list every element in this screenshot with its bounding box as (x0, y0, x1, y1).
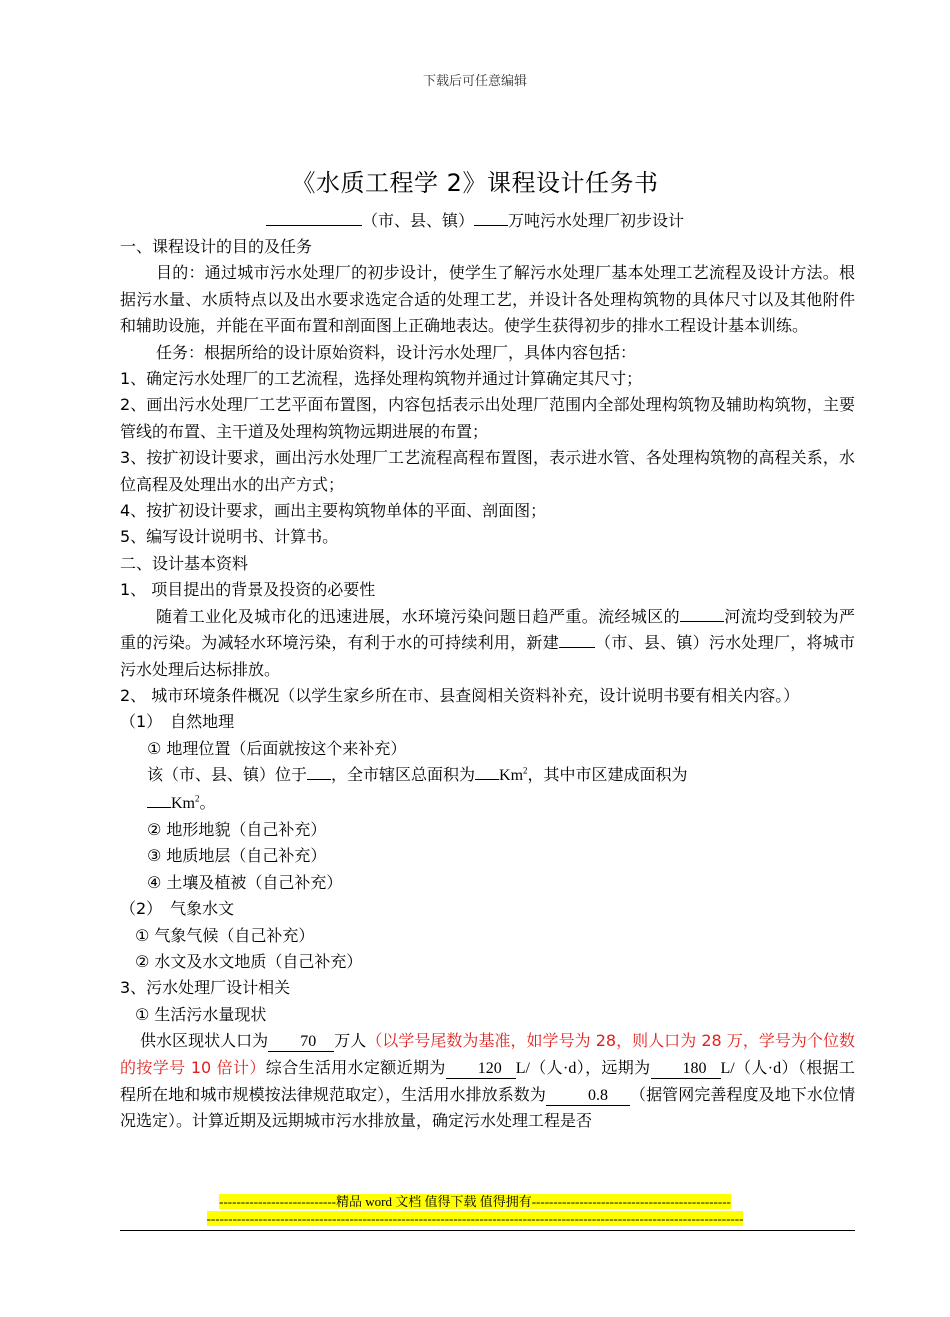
item3-title: 3、污水处理厂设计相关 (120, 978, 291, 998)
area-unit-exponent: 2 (523, 765, 528, 776)
task-item: 5、编写设计说明书、计算书。 (120, 527, 339, 547)
sewage-text-b: 万人 (334, 1031, 367, 1051)
sewage-title: ① 生活污水量现状 (135, 1004, 267, 1024)
background-text-b: 河流均受到较为严重的污染。为减轻水环境污染，有利于水的可持续利用，新建 (120, 606, 855, 653)
task-item: 2、画出污水处理厂工艺平面布置图，内容包括表示出处理厂范围内全部处理构筑物及辅助构筑物，主要管线的布置、主干道及处理构筑物远期进展的布置； (120, 395, 855, 441)
document-subtitle (0, 208, 950, 231)
location-text-c: ，其中市区建成面积为 (527, 765, 688, 785)
geo-subitem: ④ 土壤及植被（自己补充） (147, 872, 343, 892)
meteo-subitem: ② 水文及水文地质（自己补充） (135, 951, 363, 971)
item2-title: 2、 城市环境条件概况（以学生家乡所在市、县查阅相关资料补充，设计说明书要有相关内容。） (120, 685, 800, 705)
river-name-blank (680, 621, 724, 622)
area-unit: Km (171, 794, 195, 812)
location-text-d: 。 (199, 792, 216, 812)
section1-heading: 一、课程设计的目的及任务 (120, 237, 313, 256)
task-intro: 任务：根据所给的设计原始资料，设计污水处理厂，具体内容包括： (156, 342, 637, 362)
footer-rule (120, 1230, 855, 1231)
location-text-a: 该（市、县、镇）位于 (147, 765, 308, 785)
subtitle-part1: （市、县、镇） (361, 211, 474, 230)
near-term-quota: 120 (446, 1060, 516, 1079)
meteorology-label: （2） 气象水文 (120, 899, 235, 919)
section2-heading: 二、设计基本资料 (120, 553, 249, 573)
long-term-quota: 180 (651, 1060, 721, 1079)
location-blank (307, 779, 331, 780)
purpose-paragraph: 目的：通过城市污水处理厂的初步设计，使学生了解污水处理厂基本处理工艺流程及设计方法。根据污水量、水质特点以及出水要求选定合适的处理工艺，并设计各处理构筑物的具体尺寸以及其他附件和辅助设施，并能在平面布置和剖面图上正确地表达。使学生获得初步的排水工程设计基本训练。 (120, 263, 855, 336)
natural-geography-label: （1） 自然地理 (120, 712, 235, 732)
student-number-note: （以学号尾数为基准，如学号为 28，则人口为 28 万，学号为个位数的按学号 10 倍计） (120, 1031, 855, 1077)
population-value: 70 (268, 1033, 334, 1052)
sewage-text-c: 综合生活用水定额近期为 (265, 1057, 446, 1077)
location-text-b: ，全市辖区总面积为 (331, 765, 476, 785)
sewage-text-f: （据管网完善程度及地下水位情况选定）。计算近期及远期城市污水排放量，确定污水处理工程是否 (120, 1085, 855, 1131)
task-item: 3、按扩初设计要求，画出污水处理厂工艺流程高程布置图，表示进水管、各处理构筑物的高程关系，水位高程及处理出水的出产方式； (120, 448, 855, 494)
quota-unit: L/（人·d） (515, 1059, 586, 1077)
document-body (120, 234, 855, 1135)
subtitle-blank-city (266, 225, 362, 226)
background-text-a: 随着工业化及城市化的迅速进展，水环境污染问题日趋严重。流经城区的 (156, 606, 680, 626)
geo-subitem: ③ 地质地层（自己补充） (147, 846, 327, 866)
sewage-text-a: 供水区现状人口为 (140, 1031, 269, 1051)
meteo-subitem: ① 气象气候（自己补充） (135, 925, 315, 945)
item1-title: 1、 项目提出的背景及投资的必要性 (120, 580, 376, 600)
document-title: 《水质工程学 2》课程设计任务书 (291, 169, 659, 197)
footer-watermark (0, 1193, 950, 1227)
area-unit-exponent: 2 (195, 793, 200, 804)
quota-unit: L/（人·d） (720, 1059, 798, 1077)
geo-subitem: ② 地形地貌（自己补充） (147, 819, 327, 839)
location-title: ① 地理位置（后面就按这个来补充） (147, 738, 407, 758)
header-note: 下载后可任意编辑 (422, 74, 527, 89)
task-item: 4、按扩初设计要求，画出主要构筑物单体的平面、剖面图； (120, 501, 547, 521)
sewage-paragraph (120, 1028, 855, 1135)
built-area-blank (147, 807, 171, 808)
task-item: 1、确定污水处理厂的工艺流程，选择处理构筑物并通过计算确定其尺寸； (120, 369, 643, 389)
total-area-blank (475, 779, 499, 780)
subtitle-part2: 万吨污水处理厂初步设计 (508, 211, 685, 230)
discharge-coefficient: 0.8 (546, 1087, 630, 1106)
sewage-text-e: （根据工程所在地和城市规模按法律规范取定），生活用水排放系数为 (120, 1057, 855, 1104)
background-text-c: （市、县、镇）污水处理厂，将城市污水处理后达标排放。 (120, 633, 855, 679)
city-name-blank (559, 647, 595, 648)
sewage-text-d: ，远期为 (585, 1057, 651, 1077)
area-unit: Km (499, 767, 524, 785)
background-paragraph (120, 604, 855, 683)
subtitle-blank-capacity (474, 225, 508, 226)
location-paragraph (120, 762, 855, 817)
footer-line-2: ---------------------------------------------------------------------------------------------------------------------------- (206, 1211, 744, 1226)
footer-line-1: ---------------------------精品 word 文档 值得下载 值得拥有---------------------------------------------- (219, 1194, 731, 1209)
